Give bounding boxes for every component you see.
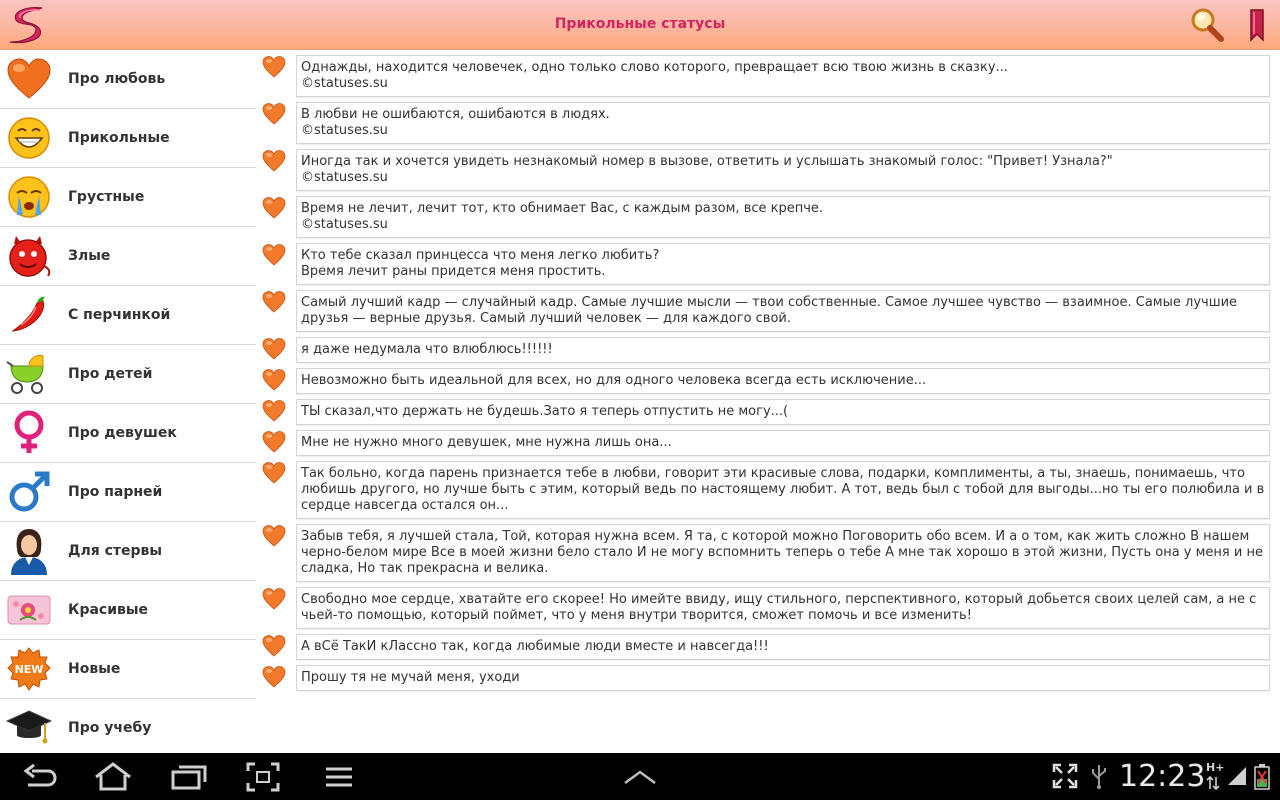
status-text-box[interactable] xyxy=(296,368,1270,394)
status-text: я даже недумала что влюблюсь!!!!!! xyxy=(301,342,553,357)
status-row[interactable] xyxy=(256,394,1280,425)
category-item-love[interactable] xyxy=(0,50,256,109)
status-text: А вСё ТакИ кЛассно так, когда любимые люди вместе и навсегда!!! xyxy=(301,639,769,654)
status-text-box[interactable] xyxy=(296,399,1270,425)
category-label: Красивые xyxy=(68,602,149,618)
status-text: Мне не нужно много девушек, мне нужна лишь она... xyxy=(301,435,672,450)
status-text: Кто тебе сказал принцесса что меня легко любить? Время лечит раны придется меня простить. xyxy=(301,248,660,279)
crying-smiley-icon xyxy=(4,172,54,222)
category-label: Про любовь xyxy=(68,71,166,87)
favorite-heart-icon[interactable] xyxy=(262,588,286,610)
category-label: Грустные xyxy=(68,189,145,205)
favorite-heart-icon[interactable] xyxy=(262,525,286,547)
status-row[interactable] xyxy=(256,363,1280,394)
status-row[interactable] xyxy=(256,629,1280,660)
expand-icon[interactable] xyxy=(1052,763,1078,789)
status-row[interactable] xyxy=(256,285,1280,332)
favorite-heart-icon[interactable] xyxy=(262,56,286,78)
recent-apps-icon[interactable] xyxy=(170,763,208,791)
category-label: Про детей xyxy=(68,366,153,382)
category-item-sad[interactable] xyxy=(0,168,256,227)
favorite-heart-icon[interactable] xyxy=(262,400,286,422)
category-item-new[interactable] xyxy=(0,640,256,699)
favorite-heart-icon[interactable] xyxy=(262,338,286,360)
favorite-heart-icon[interactable] xyxy=(262,150,286,172)
status-text: В любви не ошибаются, ошибаются в людях. xyxy=(301,107,610,122)
status-text-box[interactable] xyxy=(296,430,1270,456)
flower-card-icon xyxy=(4,585,54,635)
status-text: Так больно, когда парень признается тебе в любви, говорит эти красивые слова, подарки, комплименты, а ты, знаешь, понимаешь, что любишь другого, но лучше быть с этим, который ведь по настоящему любит. А тот, ведь был с тобой для выгоды...но ты его полюбила и в сердце навсегда остался он... xyxy=(301,466,1265,513)
category-label: Прикольные xyxy=(68,130,170,146)
status-text: ТЫ сказал,что держать не будешь.Зато я теперь отпустить не могу...( xyxy=(301,404,789,419)
female-symbol-icon xyxy=(4,408,54,458)
category-label: Новые xyxy=(68,661,121,677)
home-icon[interactable] xyxy=(92,761,134,793)
status-source: ©statuses.su xyxy=(301,76,388,91)
bookmark-icon xyxy=(1244,8,1270,44)
data-arrows-icon xyxy=(1206,775,1220,791)
status-source: ©statuses.su xyxy=(301,170,388,185)
category-label: Злые xyxy=(68,248,111,264)
chevron-up-icon[interactable] xyxy=(622,767,658,787)
magnifier-icon xyxy=(1188,6,1226,44)
usb-icon xyxy=(1090,763,1108,789)
heart-icon xyxy=(4,54,54,104)
status-row[interactable] xyxy=(256,144,1280,191)
menu-icon[interactable] xyxy=(324,765,354,789)
category-label: Про девушек xyxy=(68,425,177,441)
favorite-heart-icon[interactable] xyxy=(262,666,286,688)
status-text-box[interactable] xyxy=(296,102,1270,144)
favorite-heart-icon[interactable] xyxy=(262,103,286,125)
status-text: Иногда так и хочется увидеть незнакомый номер в вызове, ответить и услышать знакомый голос: "Привет! Узнала?" xyxy=(301,154,1113,169)
back-icon[interactable] xyxy=(22,763,58,791)
category-item-angry[interactable] xyxy=(0,227,256,286)
action-bar xyxy=(0,0,1280,50)
system-navigation-bar xyxy=(0,753,1280,800)
favorite-heart-icon[interactable] xyxy=(262,244,286,266)
category-item-study[interactable] xyxy=(0,699,256,753)
status-list xyxy=(256,50,1280,753)
status-row[interactable] xyxy=(256,456,1280,519)
status-text-box[interactable] xyxy=(296,461,1270,519)
status-text-box[interactable] xyxy=(296,55,1270,97)
favorite-heart-icon[interactable] xyxy=(262,462,286,484)
category-item-guys[interactable] xyxy=(0,463,256,522)
category-label: С перчинкой xyxy=(68,307,171,323)
category-item-spicy[interactable] xyxy=(0,286,256,345)
status-text: Однажды, находится человечек, одно только слово которого, превращает всю твою жизнь в сказку... xyxy=(301,60,1008,75)
category-item-girls[interactable] xyxy=(0,404,256,463)
status-text: Время не лечит, лечит тот, кто обнимает Вас, с каждым разом, все крепче. xyxy=(301,201,824,216)
category-label: Для стервы xyxy=(68,543,163,559)
new-badge-icon xyxy=(4,644,54,694)
status-text-box[interactable] xyxy=(296,290,1270,332)
search-button[interactable] xyxy=(1188,6,1226,44)
laughing-smiley-icon xyxy=(4,113,54,163)
status-text: Невозможно быть идеальной для всех, но для одного человека всегда есть исключение... xyxy=(301,373,927,388)
status-row[interactable] xyxy=(256,191,1280,238)
category-item-beautiful[interactable] xyxy=(0,581,256,640)
status-row[interactable] xyxy=(256,50,1280,97)
chili-pepper-icon xyxy=(4,290,54,340)
status-row[interactable] xyxy=(256,660,1280,691)
category-item-bitch[interactable] xyxy=(0,522,256,581)
svg-text:NEW: NEW xyxy=(14,663,44,676)
clock: 12:23 xyxy=(1119,759,1206,794)
favorite-heart-icon[interactable] xyxy=(262,431,286,453)
status-row[interactable] xyxy=(256,519,1280,582)
status-text: Самый лучший кадр — случайный кадр. Самые лучшие мысли — твои собственные. Самое лучшее чувство — взаимное. Самые лучшие друзья — верные друзья. Самый лучший человек — для каждого свой. xyxy=(301,295,1238,326)
favorite-heart-icon[interactable] xyxy=(262,369,286,391)
status-text-box[interactable] xyxy=(296,587,1270,629)
category-label: Про учебу xyxy=(68,720,152,736)
category-label: Про парней xyxy=(68,484,163,500)
page-title: Прикольные статусы xyxy=(554,16,726,32)
status-row[interactable] xyxy=(256,425,1280,456)
status-text: Прошу тя не мучай меня, уходи xyxy=(301,670,520,685)
status-text-box[interactable] xyxy=(296,634,1270,660)
bookmarks-button[interactable] xyxy=(1244,8,1270,44)
status-text-box[interactable] xyxy=(296,243,1270,285)
baby-stroller-icon xyxy=(4,349,54,399)
graduation-cap-icon xyxy=(4,703,54,753)
male-symbol-icon xyxy=(4,467,54,517)
battery-icon xyxy=(1254,763,1270,791)
network-type-indicator: H+ xyxy=(1206,761,1225,774)
signal-icon xyxy=(1226,765,1248,787)
status-text-box[interactable] xyxy=(296,149,1270,191)
status-row[interactable] xyxy=(256,238,1280,285)
category-item-kids[interactable] xyxy=(0,345,256,404)
status-row[interactable] xyxy=(256,97,1280,144)
favorite-heart-icon[interactable] xyxy=(262,291,286,313)
screenshot-icon[interactable] xyxy=(246,762,280,792)
category-list xyxy=(0,50,256,753)
status-row[interactable] xyxy=(256,582,1280,629)
status-text-box[interactable] xyxy=(296,196,1270,238)
status-text-box[interactable] xyxy=(296,665,1270,691)
favorite-heart-icon[interactable] xyxy=(262,197,286,219)
category-item-funny[interactable] xyxy=(0,109,256,168)
status-source: ©statuses.su xyxy=(301,123,388,138)
devil-smiley-icon xyxy=(4,231,54,281)
status-text-box[interactable] xyxy=(296,524,1270,582)
favorite-heart-icon[interactable] xyxy=(262,635,286,657)
status-row[interactable] xyxy=(256,332,1280,363)
status-text-box[interactable] xyxy=(296,337,1270,363)
status-text: Свободно мое сердце, хватайте его скорее! Но имейте ввиду, ищу стильного, перспективного, который добьется своих целей сам, а не с чьей-то помощью, который поймет, что у меня внутри творится, сможет помочь и все изменить! xyxy=(301,592,1257,623)
woman-avatar-icon xyxy=(4,526,54,576)
status-source: ©statuses.su xyxy=(301,217,388,232)
status-text: Забыв тебя, я лучшей стала, Той, которая нужна всем. Я та, с которой можно Поговорить обо всем. И а о том, как жить сложно В нашем черно-белом мире Все в моей жизни бело стало И не могу вспомнить теперь о тебе А мне так хорошо в этой жизни, Пусть она у меня и не сладка, Но так прекрасна и велика. xyxy=(301,529,1263,576)
